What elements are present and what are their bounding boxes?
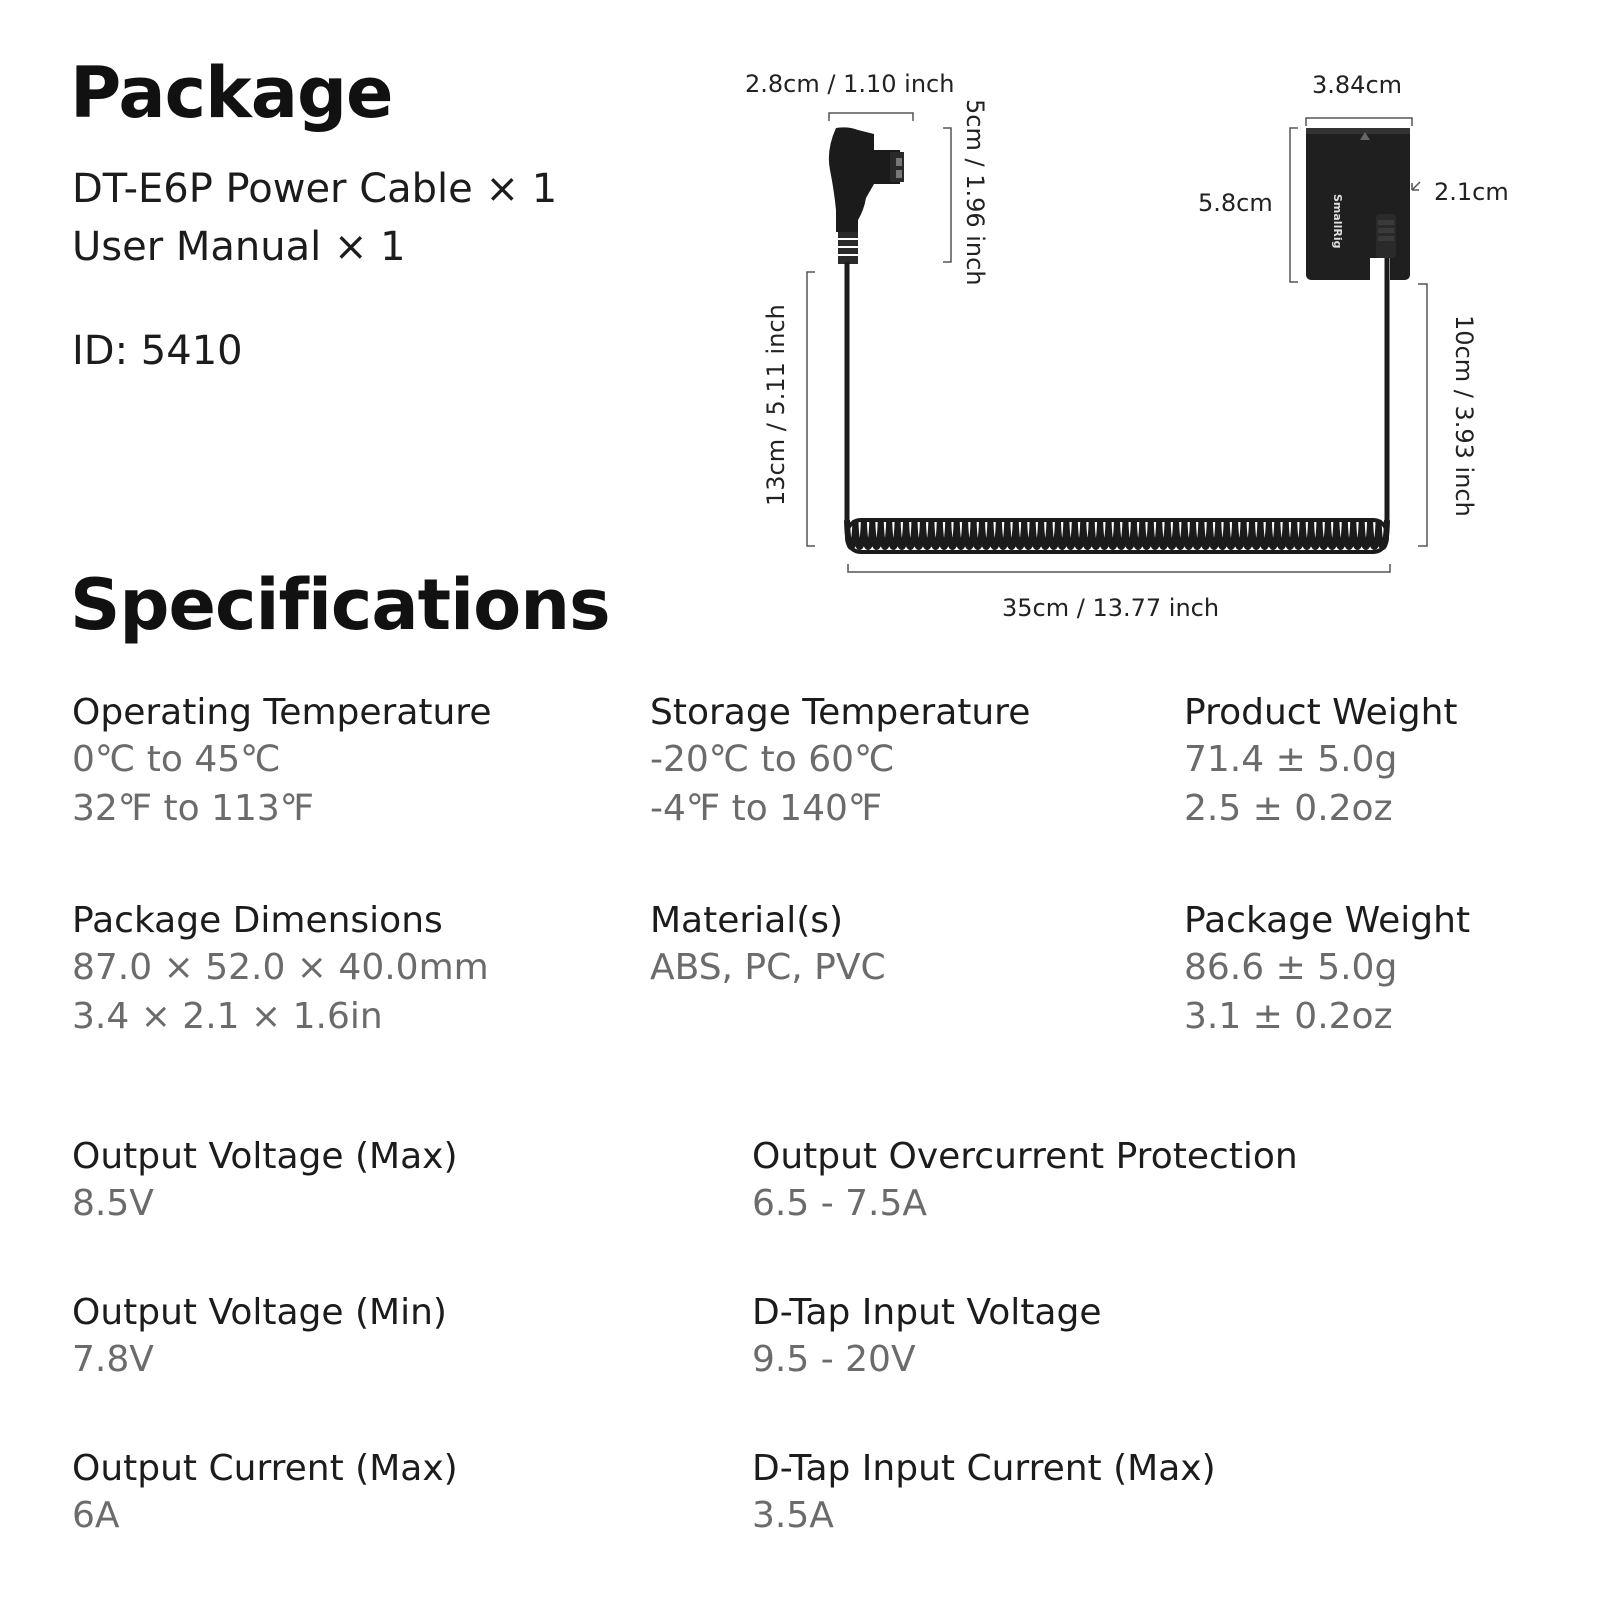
- spec-title: Package Weight: [1184, 900, 1471, 941]
- spec-title: Storage Temperature: [650, 692, 1031, 733]
- spec-value: 8.5V: [72, 1183, 154, 1224]
- spec-value: 2.5 ± 0.2oz: [1184, 788, 1393, 829]
- brand-label: SmallRig: [1331, 194, 1344, 249]
- dim-battery-width: 3.84cm: [1312, 71, 1403, 99]
- spec-value: 87.0 × 52.0 × 40.0mm: [72, 947, 489, 988]
- spec-title: Package Dimensions: [72, 900, 443, 941]
- spec-value: 86.6 ± 5.0g: [1184, 947, 1398, 988]
- spec-operating-temperature: [72, 692, 491, 829]
- spec-output-overcurrent-protection: [752, 1136, 1298, 1224]
- spec-output-current-max: [72, 1448, 458, 1536]
- spec-title: D-Tap Input Voltage: [752, 1292, 1102, 1333]
- spec-output-voltage-min: [72, 1292, 447, 1380]
- spec-value: 32℉ to 113℉: [72, 788, 315, 829]
- spec-package-weight: [1184, 900, 1470, 1037]
- spec-value: -20℃ to 60℃: [650, 739, 895, 780]
- dim-plug-height: 5cm / 1.96 inch: [961, 99, 989, 286]
- dtap-plug: [829, 127, 904, 264]
- spec-value: 3.4 × 2.1 × 1.6in: [72, 996, 383, 1037]
- coiled-cable: [847, 520, 1387, 552]
- package-item-cable: DT-E6P Power Cable × 1: [72, 166, 558, 212]
- spec-dtap-input-current-max: [752, 1448, 1216, 1536]
- spec-product-weight: [1184, 692, 1458, 829]
- spec-title: Material(s): [650, 900, 844, 941]
- specifications-heading: Specifications: [70, 564, 610, 646]
- spec-title: Output Voltage (Min): [72, 1292, 447, 1333]
- dim-right-cable: 10cm / 3.93 inch: [1450, 315, 1478, 517]
- spec-package-dimensions: [72, 900, 489, 1037]
- dim-coil-length: 35cm / 13.77 inch: [1002, 594, 1220, 622]
- dim-battery-depth: 2.1cm: [1434, 178, 1509, 206]
- spec-value: 7.8V: [72, 1339, 154, 1380]
- battery-dummy: [1306, 128, 1410, 280]
- spec-materials: [650, 900, 886, 988]
- spec-title: Output Voltage (Max): [72, 1136, 458, 1177]
- dim-plug-width: 2.8cm / 1.10 inch: [745, 70, 955, 98]
- spec-title: Operating Temperature: [72, 692, 492, 733]
- package-item-manual: User Manual × 1: [72, 224, 406, 270]
- spec-value: 3.5A: [752, 1495, 834, 1536]
- spec-title: Output Current (Max): [72, 1448, 458, 1489]
- spec-value: 6.5 - 7.5A: [752, 1183, 928, 1224]
- spec-title: Output Overcurrent Protection: [752, 1136, 1298, 1177]
- dim-battery-height: 5.8cm: [1198, 189, 1273, 217]
- spec-value: 3.1 ± 0.2oz: [1184, 996, 1393, 1037]
- spec-value: 71.4 ± 5.0g: [1184, 739, 1398, 780]
- spec-title: D-Tap Input Current (Max): [752, 1448, 1216, 1489]
- spec-output-voltage-max: [72, 1136, 458, 1224]
- spec-value: ABS, PC, PVC: [650, 947, 886, 988]
- spec-value: 6A: [72, 1495, 120, 1536]
- spec-value: 9.5 - 20V: [752, 1339, 916, 1380]
- spec-value: 0℃ to 45℃: [72, 739, 281, 780]
- spec-dtap-input-voltage: [752, 1292, 1102, 1380]
- product-id: ID: 5410: [72, 328, 243, 374]
- package-heading: Package: [70, 52, 393, 134]
- spec-title: Product Weight: [1184, 692, 1458, 733]
- dim-left-cable: 13cm / 5.11 inch: [762, 304, 790, 506]
- spec-storage-temperature: [650, 692, 1030, 829]
- spec-value: -4℉ to 140℉: [650, 788, 883, 829]
